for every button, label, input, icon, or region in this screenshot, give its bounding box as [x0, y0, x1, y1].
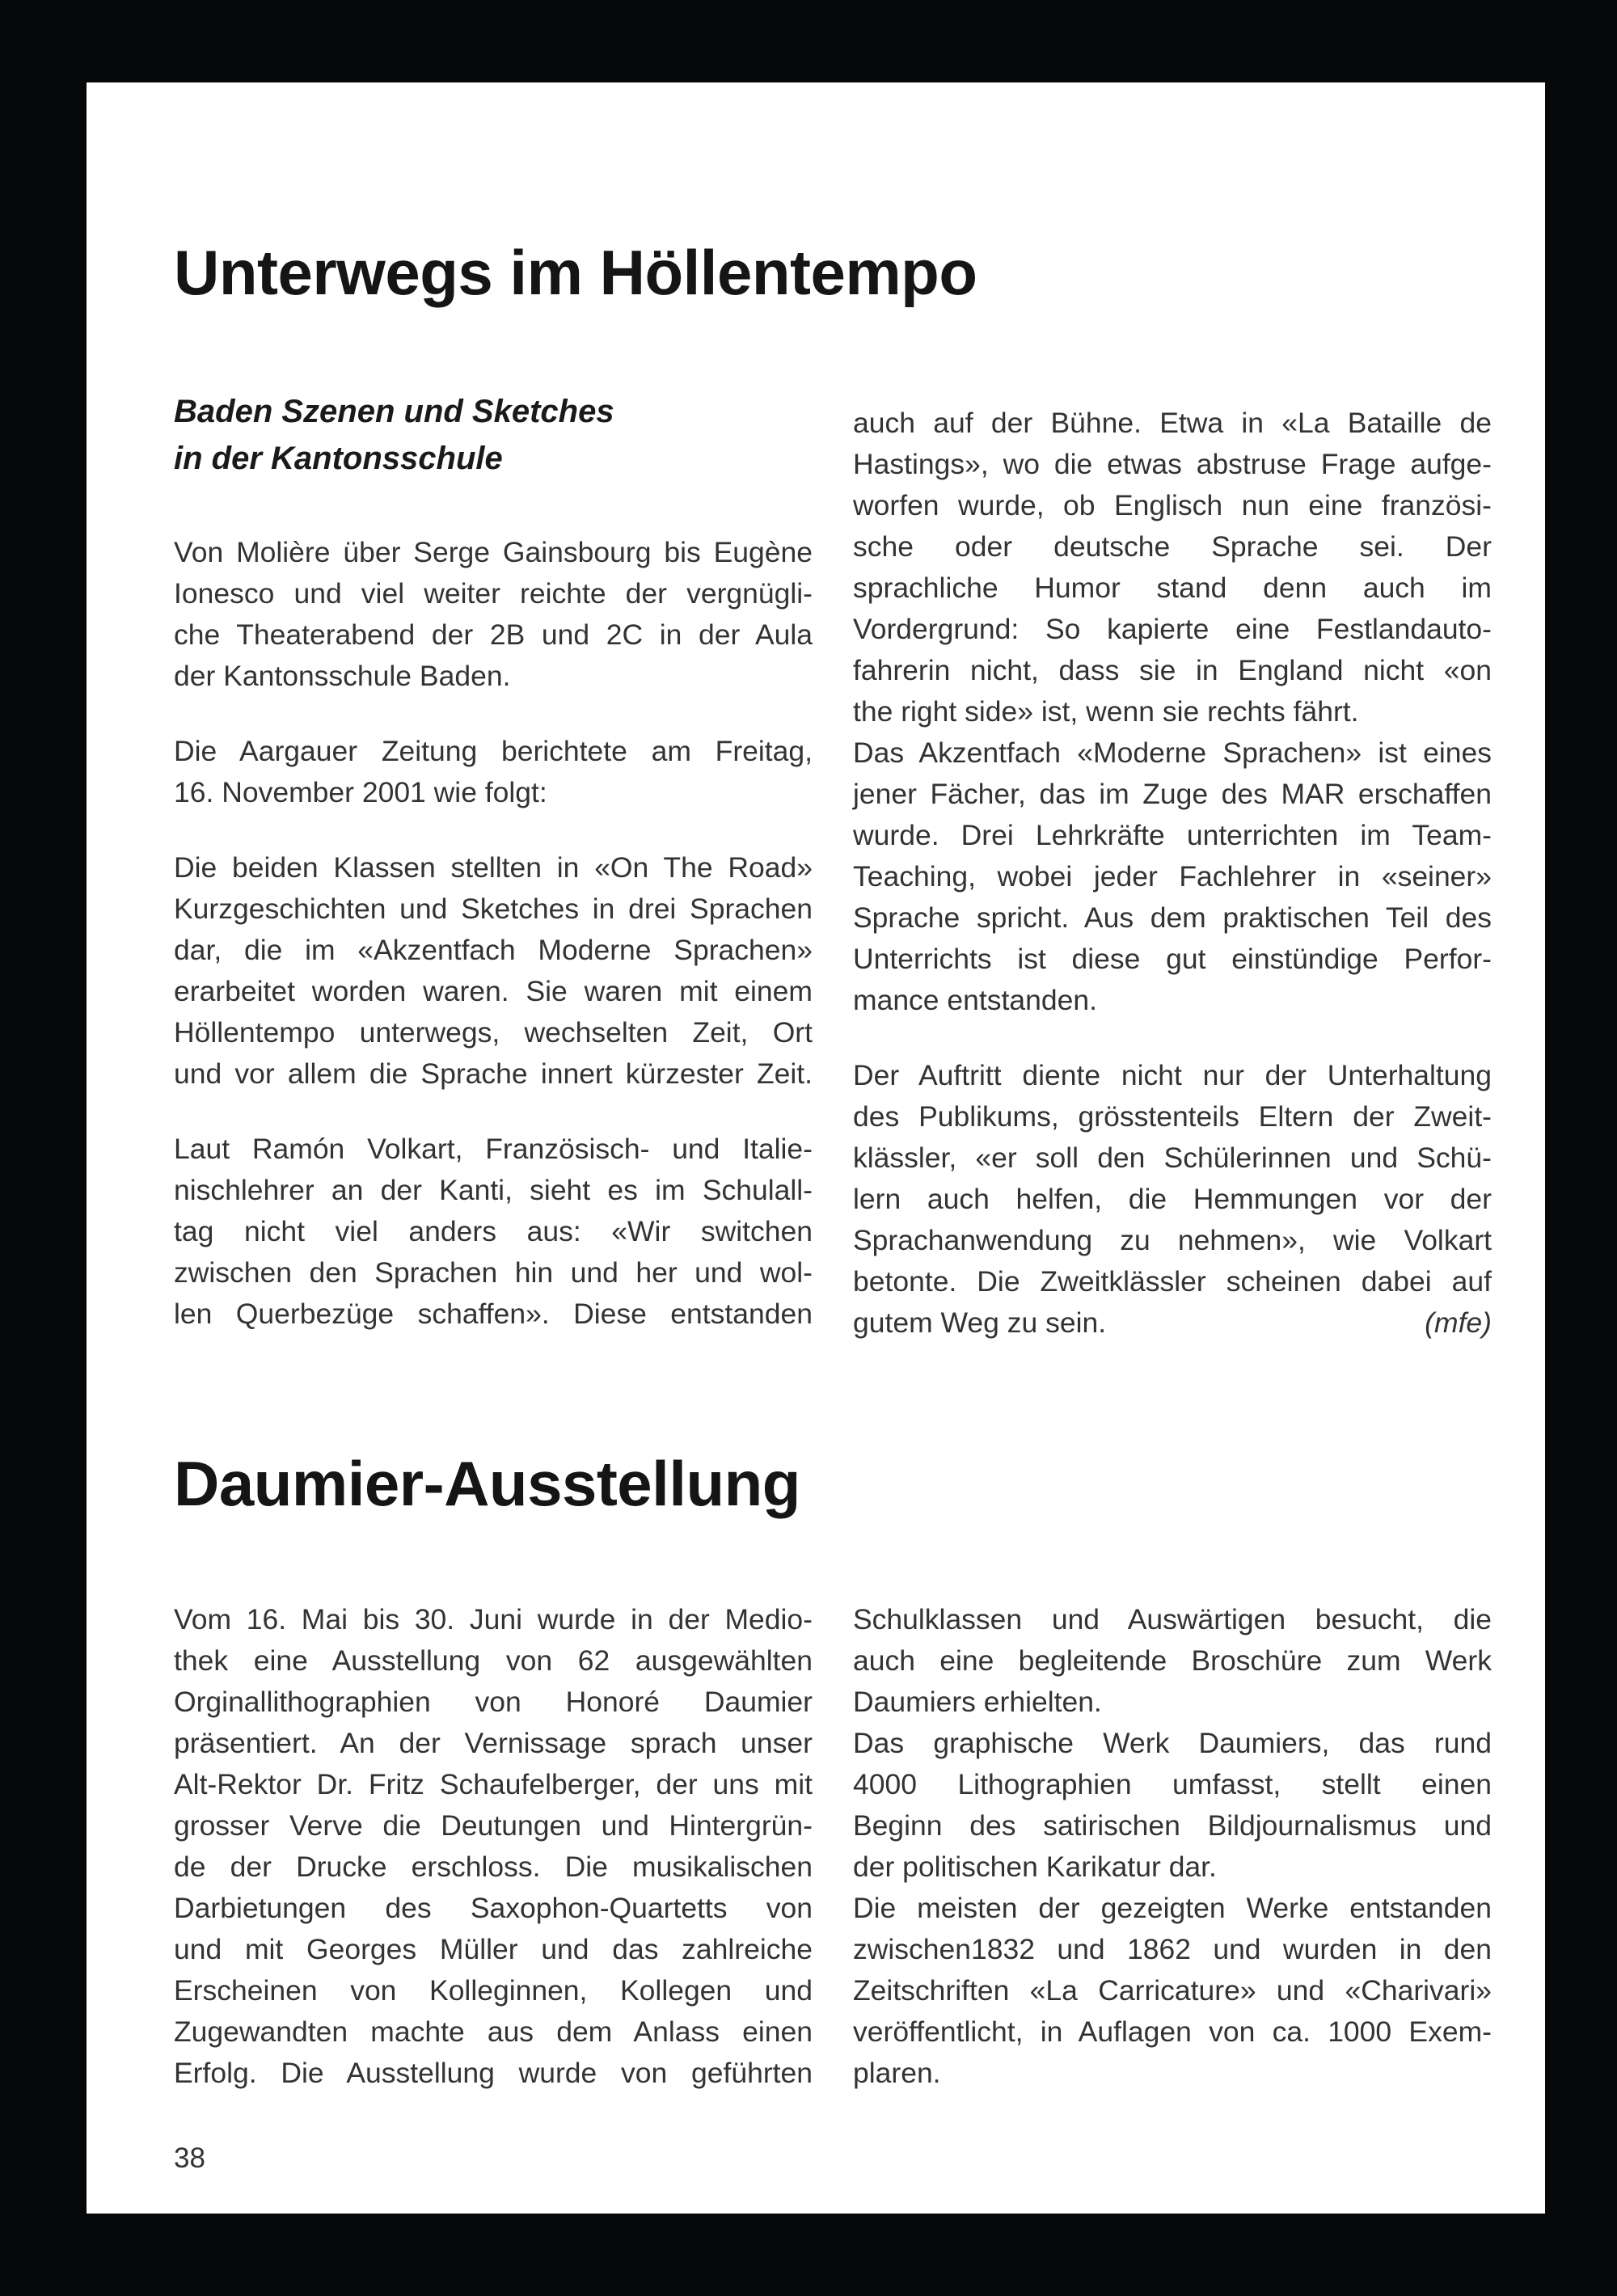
text-line: der politischen Karikatur dar. — [853, 1851, 1217, 1883]
text-line: betonte. Die Zweitklässler scheinen dabei auf — [853, 1265, 1492, 1298]
paragraph-auftritt — [853, 1055, 1492, 1344]
text-line: und mit Georges Müller und das zahlreiche — [174, 1933, 813, 1965]
text-line: 16. November 2001 wie folgt: — [174, 776, 547, 808]
text-line: plaren. — [853, 2057, 941, 2089]
text-line: worfen wurde, ob Englisch nun eine französi- — [853, 489, 1492, 521]
text-line: auch eine begleitende Broschüre zum Werk — [853, 1644, 1492, 1677]
text-line: Beginn des satirischen Bildjournalismus und — [853, 1809, 1492, 1842]
text-line: Von Molière über Serge Gainsbourg bis Eugène — [174, 536, 813, 568]
text-line: nischlehrer an der Kanti, sieht es im Schulall- — [174, 1174, 813, 1206]
text-line: Vom 16. Mai bis 30. Juni wurde in der Medio- — [174, 1603, 813, 1635]
text-line: auch auf der Bühne. Etwa in «La Bataille de — [853, 407, 1492, 439]
text-line: Höllentempo unterwegs, wechselten Zeit, Ort — [174, 1016, 813, 1049]
text-line: Zugewandten machte aus dem Anlass einen — [174, 2015, 813, 2048]
text-line: Hastings», wo die etwas abstruse Frage aufge- — [853, 448, 1492, 480]
text-line: Die meisten der gezeigten Werke entstanden — [853, 1892, 1492, 1924]
page-number: 38 — [174, 2142, 205, 2174]
text-line: Erfolg. Die Ausstellung wurde von geführten — [174, 2057, 813, 2089]
article1-subtitle — [174, 388, 813, 482]
text-line: Daumiers erhielten. — [853, 1686, 1102, 1718]
text-line: Der Auftritt diente nicht nur der Unterhaltung — [853, 1059, 1492, 1091]
paragraph-intro — [174, 532, 813, 697]
paragraph-zeitung — [174, 731, 813, 813]
text-line: veröffentlicht, in Auflagen von ca. 1000 Exem- — [853, 2015, 1492, 2048]
text-line: de der Drucke erschloss. Die musikalischen — [174, 1851, 813, 1883]
article2-left-column — [174, 1599, 813, 2094]
text-line: gutem Weg zu sein. — [853, 1306, 1107, 1339]
text-line: sprachliche Humor stand denn auch im — [853, 572, 1492, 604]
text-line: lern auch helfen, die Hemmungen vor der — [853, 1183, 1492, 1215]
text-line: tag nicht viel anders aus: «Wir switchen — [174, 1215, 813, 1247]
text-line: wurde. Drei Lehrkräfte unterrichten im Team- — [853, 819, 1492, 851]
text-line: mance entstanden. — [853, 984, 1097, 1016]
text-line: präsentiert. An der Vernissage sprach unser — [174, 1727, 813, 1759]
text-line: des Publikums, grösstenteils Eltern der Zweit- — [853, 1100, 1492, 1133]
article-title-hoellentempo: Unterwegs im Höllentempo — [174, 237, 977, 308]
article-title-daumier: Daumier-Ausstellung — [174, 1448, 800, 1519]
text-line: 4000 Lithographien umfasst, stellt einen — [853, 1768, 1492, 1800]
text-line: Die Aargauer Zeitung berichtete am Freitag, — [174, 735, 813, 767]
text-line: zwischen1832 und 1862 und wurden in den — [853, 1933, 1492, 1965]
text-line: Kurzgeschichten und Sketches in drei Sprachen — [174, 893, 813, 925]
text-line: und vor allem die Sprache innert kürzester Zeit. — [174, 1057, 813, 1090]
text-line: Das graphische Werk Daumiers, das rund — [853, 1727, 1492, 1759]
subtitle-line: Baden Szenen und Sketches — [174, 394, 614, 429]
paragraph-buehne — [853, 403, 1492, 1021]
text-line: erarbeitet worden waren. Sie waren mit einem — [174, 975, 813, 1007]
text-line: Laut Ramón Volkart, Französisch- und Italie- — [174, 1133, 813, 1165]
text-line: klässler, «er soll den Schülerinnen und Schü- — [853, 1142, 1492, 1174]
text-line-with-signature — [853, 1302, 1492, 1344]
text-line: Unterrichts ist diese gut einstündige Perfor- — [853, 943, 1492, 975]
text-line: der Kantonsschule Baden. — [174, 660, 511, 692]
text-line: Darbietungen des Saxophon-Quartetts von — [174, 1892, 813, 1924]
text-line: Sprachanwendung zu nehmen», wie Volkart — [853, 1224, 1492, 1256]
text-line: Das Akzentfach «Moderne Sprachen» ist eines — [853, 736, 1492, 769]
paragraph-volkart — [174, 1129, 813, 1335]
paragraph-klassen — [174, 847, 813, 1095]
text-line: Sprache spricht. Aus dem praktischen Teil des — [853, 901, 1492, 934]
text-line: jener Fächer, das im Zuge des MAR erschaffen — [853, 778, 1492, 810]
text-line: Schulklassen und Auswärtigen besucht, die — [853, 1603, 1492, 1635]
text-line: Erscheinen von Kolleginnen, Kollegen und — [174, 1974, 813, 2007]
article1-left-column — [174, 388, 813, 1335]
text-line: Alt-Rektor Dr. Fritz Schaufelberger, der uns mit — [174, 1768, 813, 1800]
text-line: Teaching, wobei jeder Fachlehrer in «seiner» — [853, 860, 1492, 893]
document-page — [87, 82, 1545, 2214]
text-line: Zeitschriften «La Carricature» und «Charivari» — [853, 1974, 1492, 2007]
text-line: Die beiden Klassen stellten in «On The Road» — [174, 851, 813, 884]
text-line: dar, die im «Akzentfach Moderne Sprachen» — [174, 934, 813, 966]
text-line: grosser Verve die Deutungen und Hintergrün- — [174, 1809, 813, 1842]
article2-right-column — [853, 1599, 1492, 2094]
text-line: che Theaterabend der 2B und 2C in der Aula — [174, 618, 813, 651]
text-line: len Querbezüge schaffen». Diese entstanden — [174, 1298, 813, 1330]
text-line: thek eine Ausstellung von 62 ausgewählten — [174, 1644, 813, 1677]
text-line: Orginallithographien von Honoré Daumier — [174, 1686, 813, 1718]
paragraph-werke — [853, 1888, 1492, 2094]
text-line: the right side» ist, wenn sie rechts fährt. — [853, 695, 1359, 728]
subtitle-line: in der Kantonsschule — [174, 441, 503, 476]
text-line: zwischen den Sprachen hin und her und wol- — [174, 1256, 813, 1289]
text-line: Vordergrund: So kapierte eine Festlandauto- — [853, 613, 1492, 645]
author-signature: (mfe) — [1425, 1306, 1492, 1339]
text-line: Ionesco und viel weiter reichte der vergnügli- — [174, 577, 813, 610]
text-line: sche oder deutsche Sprache sei. Der — [853, 530, 1492, 563]
paragraph-schulklassen — [853, 1599, 1492, 1723]
paragraph-graphisches-werk — [853, 1723, 1492, 1888]
text-line: fahrerin nicht, dass sie in England nicht «on — [853, 654, 1492, 686]
article1-right-column — [853, 403, 1492, 1344]
